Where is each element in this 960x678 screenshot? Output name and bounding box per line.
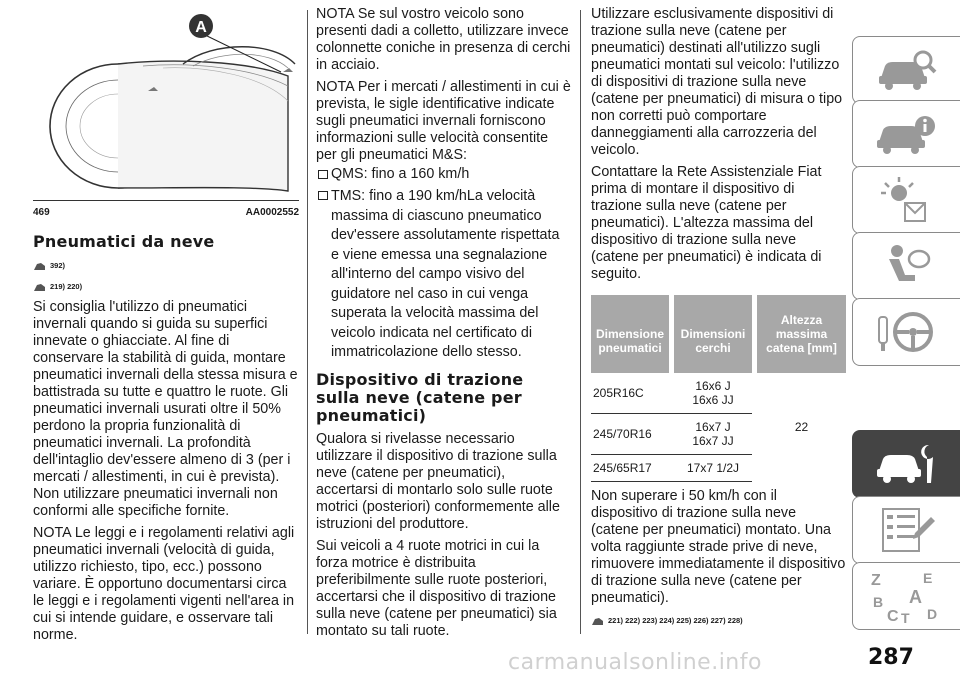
table-header: Altezza massima catena [mm] xyxy=(757,295,846,373)
table-cell: 16x7 J 16x7 JJ xyxy=(674,414,752,455)
table-cell: 245/65R17 xyxy=(591,455,669,482)
bullet-text: QMS: fino a 160 km/h xyxy=(331,166,470,182)
tire-figure xyxy=(33,6,299,196)
index-letter: C xyxy=(886,608,899,625)
column-divider xyxy=(307,10,308,634)
figure-caption xyxy=(33,200,299,221)
side-tab-specs[interactable] xyxy=(852,496,960,564)
column-1 xyxy=(33,6,299,649)
warning-ref-text-1: 392) xyxy=(50,261,66,270)
paragraph: Si consiglia l'utilizzo di pneumatici invernali quando si guida su superfici innevate o ghiacciate. Al fine di conservare la stabilità di guida, montare pneumatici invernali della stessa misura e battistrada su tutte e quattro le ruote. Gli pneumatici invernali usurati oltre il 50% perdono la propria funzionalità di pneumatici invernali. La profondità dell'intaglio dev'essere almeno di 3 (per i mercati / allestimenti, in cui è prevista). Non utilizzare pneumatici invernali non conformi alle specifiche fornite. xyxy=(33,299,298,519)
paragraph: Non superare i 50 km/h con il dispositivo di trazione sulla neve (catene per pneumatici) montato. Una volta raggiunte strade prive di neve, rimuovere immediatamente il dispositivo di trazione sulla neve (catene per pneumatici). xyxy=(591,488,846,606)
checklist-icon xyxy=(875,505,939,555)
bullet-box-icon xyxy=(318,191,328,200)
column-3 xyxy=(591,6,846,633)
warning-ref-2 xyxy=(33,278,299,295)
figure-number: 469 xyxy=(33,207,50,218)
index-letter: A xyxy=(908,587,922,607)
paragraph: Qualora si rivelasse necessario utilizzare il dispositivo di trazione sulla neve (catene per pneumatici), accertarsi di montarlo solo sulle ruote motrici (posteriori) conformemente alle istruzioni del produttore. xyxy=(316,430,560,532)
bullet-item xyxy=(316,166,571,183)
warning-ref-text-3: 221) 222) 223) 224) 225) 226) 227) 228) xyxy=(608,616,743,625)
side-tab-safety[interactable] xyxy=(852,232,960,300)
side-tab-car-info[interactable] xyxy=(852,100,960,168)
warning-lights-icon xyxy=(875,175,939,225)
hand-warning-icon xyxy=(591,615,604,626)
table-cell: 205R16C xyxy=(591,373,669,414)
paragraph: Contattare la Rete Assistenziale Fiat prima di montare il dispositivo di trazione sulla neve (catene per pneumatici). L'altezza massima del dispositivo di trazione sulla neve (catene per pneumatici) è indicata di seguito. xyxy=(591,164,822,282)
section-title-snow-tires: Pneumatici da neve xyxy=(33,232,215,251)
page-number: 287 xyxy=(868,645,914,670)
table-row xyxy=(591,373,846,414)
car-wrench-icon xyxy=(875,439,939,489)
table-cell: 245/70R16 xyxy=(591,414,669,455)
airbag-seat-icon xyxy=(875,241,939,291)
note-paragraph: NOTA Se sul vostro veicolo sono presenti dadi a colletto, utilizzare invece colonnette coniche in presenza di cerchi in acciaio. xyxy=(316,6,571,73)
steering-key-icon xyxy=(875,307,939,357)
callout-letter: A xyxy=(195,19,207,36)
figure-code: AA0002552 xyxy=(245,207,299,218)
note-paragraph: NOTA Per i mercati / allestimenti in cui è prevista, le sigle identificative indicate sugli pneumatici invernali forniscono informazioni sulle velocità consentite per gli pneumatici M&S: xyxy=(316,79,571,163)
car-info-icon xyxy=(875,112,939,156)
warning-ref-text-2: 219) 220) xyxy=(50,282,83,291)
index-letter: T xyxy=(900,610,910,625)
side-tab-warning-lights[interactable] xyxy=(852,166,960,234)
table-header: Dimensione pneumatici xyxy=(591,295,669,373)
side-tab-car-service[interactable] xyxy=(852,430,960,498)
car-search-icon xyxy=(875,48,939,92)
column-2 xyxy=(316,6,571,645)
alphabet-index-icon xyxy=(867,567,947,625)
table-cell: 17x7 1/2J xyxy=(674,455,752,482)
bullet-item xyxy=(316,187,571,363)
hand-warning-icon xyxy=(33,281,46,292)
tire-illustration xyxy=(33,6,299,196)
paragraph: Sui veicoli a 4 ruote motrici in cui la forza motrice è distribuita preferibilmente sulle ruote posteriori, accertarsi che il dispositivo di trazione sulla neve (catene per pneumatici) sia montato su tali ruote. xyxy=(316,537,557,639)
warning-ref-3 xyxy=(591,612,846,629)
hand-warning-icon xyxy=(33,260,46,271)
warning-ref-1 xyxy=(33,257,299,274)
bullet-box-icon xyxy=(318,170,328,179)
bullet-text: TMS: fino a 190 km/hLa velocità massima di ciascuno pneumatico dev'essere assolutamente rispettata e viene emessa una segnalazione all'interno del campo visivo del guidatore nel caso in cui venga superata la velocità massima del veicolo indicata nel certificato di immatricolazione dello stesso. xyxy=(331,188,560,360)
table-cell-height: 22 xyxy=(794,420,809,435)
watermark: carmanualsonline.info xyxy=(508,650,762,675)
section-title-snow-chains: Dispositivo di trazione sulla neve (catene per pneumatici) xyxy=(316,369,524,425)
side-tab-car-search[interactable] xyxy=(852,36,960,104)
side-tab-steering[interactable] xyxy=(852,298,960,366)
table-cell: 16x6 J 16x6 JJ xyxy=(674,373,752,414)
index-letter: Z xyxy=(870,572,881,589)
table-header: Dimensioni cerchi xyxy=(674,295,752,373)
chain-spec-table xyxy=(591,295,846,482)
paragraph: Utilizzare esclusivamente dispositivi di trazione sulla neve (catene per pneumatici) destinati all'utilizzo sugli pneumatici montati sul veicolo: l'utilizzo di dispositivi di trazione sulla neve (catene per pneumatici) di misura o tipo non corretti può comportare danneggiamenti alla carrozzeria del veicolo. xyxy=(591,6,843,158)
index-letter: E xyxy=(922,570,932,586)
index-letter: D xyxy=(926,606,937,622)
index-letter: B xyxy=(872,594,883,610)
note-paragraph: NOTA Le leggi e i regolamenti relativi agli pneumatici invernali (velocità di guida, utilizzo richiesto, tipo, ecc.) possono variare. È opportuno documentarsi circa le leggi e i regolamenti vigenti nell'area in cui si intende guidare, e osservare tali norme. xyxy=(33,525,295,643)
side-tab-index[interactable] xyxy=(852,562,960,630)
column-divider xyxy=(580,10,581,634)
